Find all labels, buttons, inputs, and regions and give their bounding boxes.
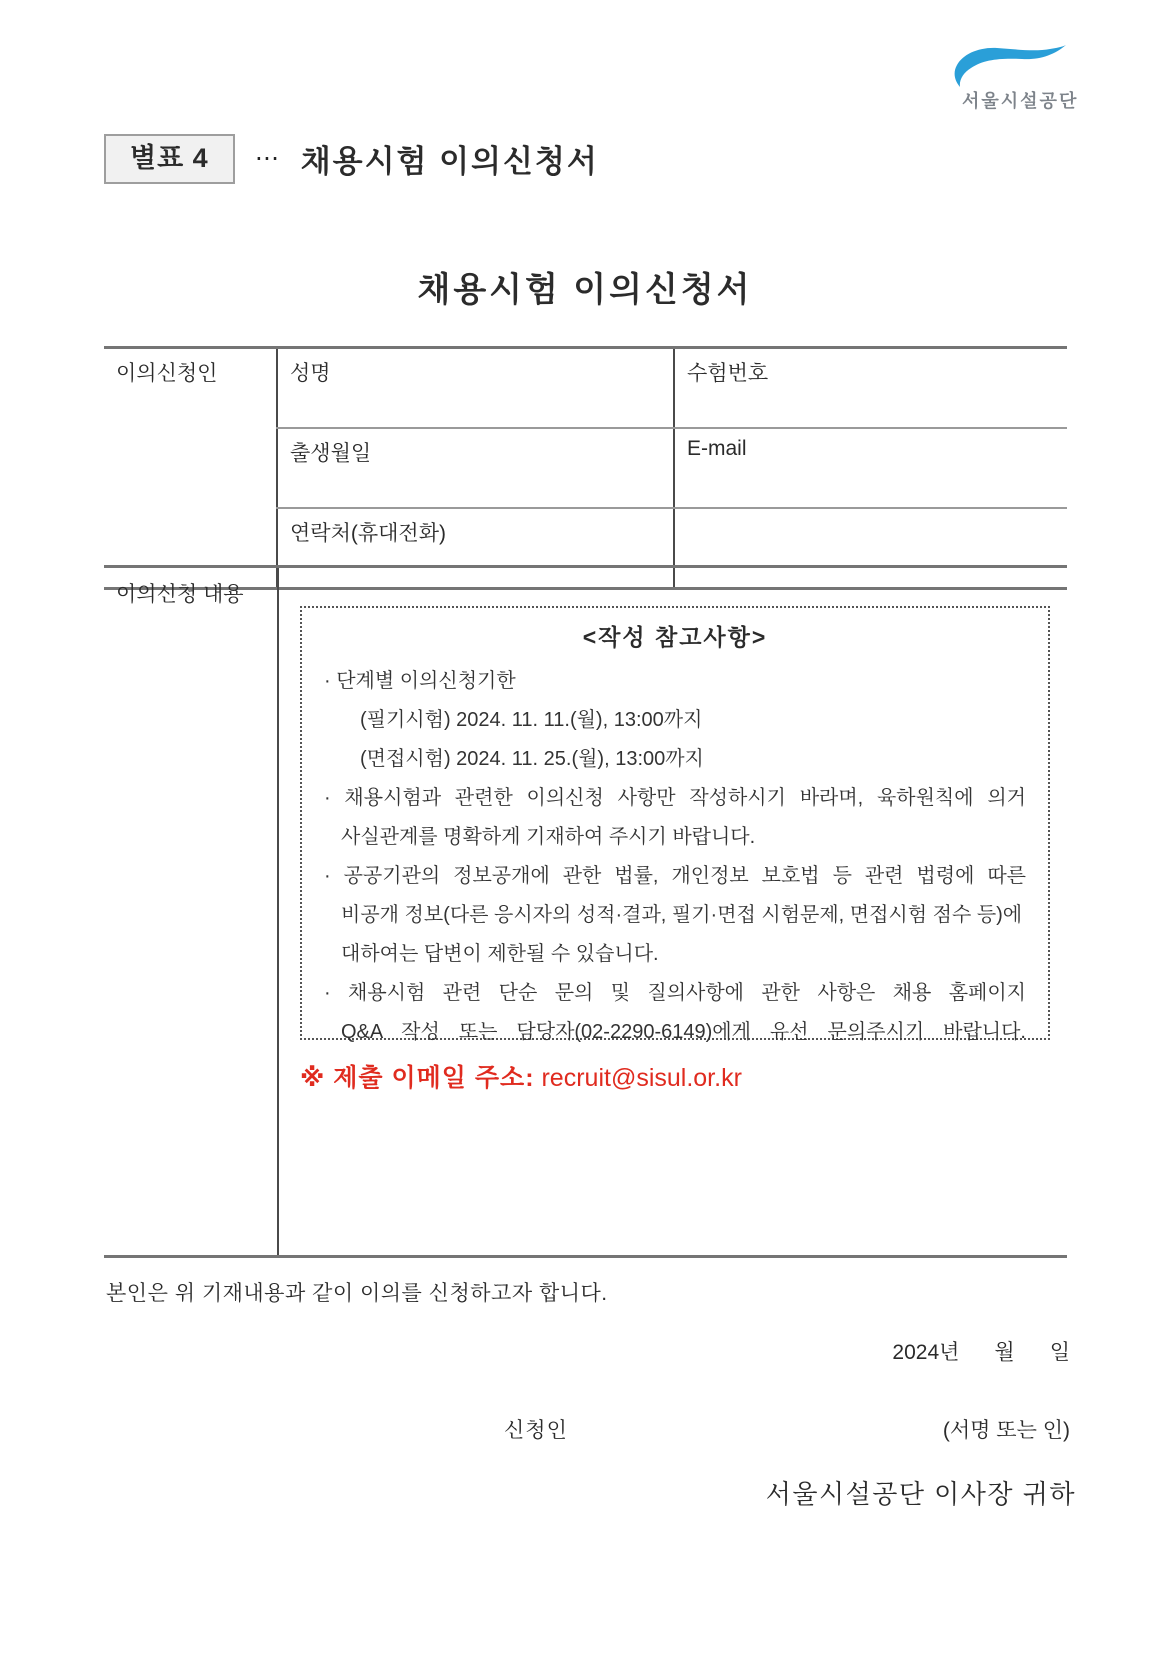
submit-email-notice [300,1058,742,1094]
applicant-table [104,346,1067,590]
note-line: · 공공기관의 정보공개에 관한 법률, 개인정보 보호법 등 관련 법령에 따른 [324,865,1026,887]
birth-date-field-cell: 출생월일 [277,428,674,508]
form-title: 채용시험 이의신청서 [417,271,753,309]
note-line: (필기시험) 2024. 11. 11.(월), 13:00까지 [360,709,703,731]
annex-title: 채용시험 이의신청서 [300,144,599,180]
objection-content-row-header: 이의신청 내용 [116,583,244,606]
table-row [104,348,1067,429]
date-line: 2024년 월 일 [892,1341,1070,1364]
annex-number-box: 별표 4 [104,134,235,184]
note-line: 비공개 정보(다른 응시자의 성적·결과, 필기·면접 시험문제, 면접시험 점수 등)에 [341,904,1023,926]
note-line: · 채용시험 관련 단순 문의 및 질의사항에 관한 사항은 채용 홈페이지 [324,982,1026,1004]
email-field-cell: E-mail [674,428,1067,508]
recipient-line: 서울시설공단 이사장 귀하 [765,1479,1076,1509]
leader-dots: ⋯ [254,145,281,173]
declaration-text: 본인은 위 기재내용과 같이 이의를 신청하고자 합니다. [106,1282,608,1305]
note-line: · 채용시험과 관련한 이의신청 사항만 작성하시기 바라며, 육하원칙에 의거 [324,787,1026,809]
writing-notes-box [300,606,1050,1043]
logo-wave-icon [950,44,1070,90]
signature-hint: (서명 또는 인) [942,1419,1070,1442]
applicant-label: 신청인 [504,1419,568,1442]
signature-row [104,1414,1070,1444]
note-line: 대하여는 답변이 제한될 수 있습니다. [341,943,659,965]
name-field-cell: 성명 [277,348,674,429]
objection-content-section [104,565,1067,1258]
note-line: 사실관계를 명확하게 기재하여 주시기 바랍니다. [341,826,756,848]
note-line: Q&A 작성 또는 담당자(02-2290-6149)에게 유선 문의주시기 바랍니다. [341,1021,1026,1043]
column-divider [277,568,279,1255]
annex-header [104,134,599,184]
contact-field-cell: 연락처(휴대전화) [277,508,674,589]
submit-email-label: ※ 제출 이메일 주소: [300,1064,535,1092]
notes-heading: <작성 참고사항> [582,624,768,650]
applicant-row-header: 이의신청인 [116,362,218,385]
exam-number-field-cell: 수험번호 [674,348,1067,429]
note-line: (면접시험) 2024. 11. 25.(월), 13:00까지 [360,748,704,770]
org-logo [950,44,1090,113]
note-line: · 단계별 이의신청기한 [324,670,516,692]
submit-email-address: recruit@sisul.or.kr [541,1064,742,1092]
org-name: 서울시설공단 [962,91,1079,111]
